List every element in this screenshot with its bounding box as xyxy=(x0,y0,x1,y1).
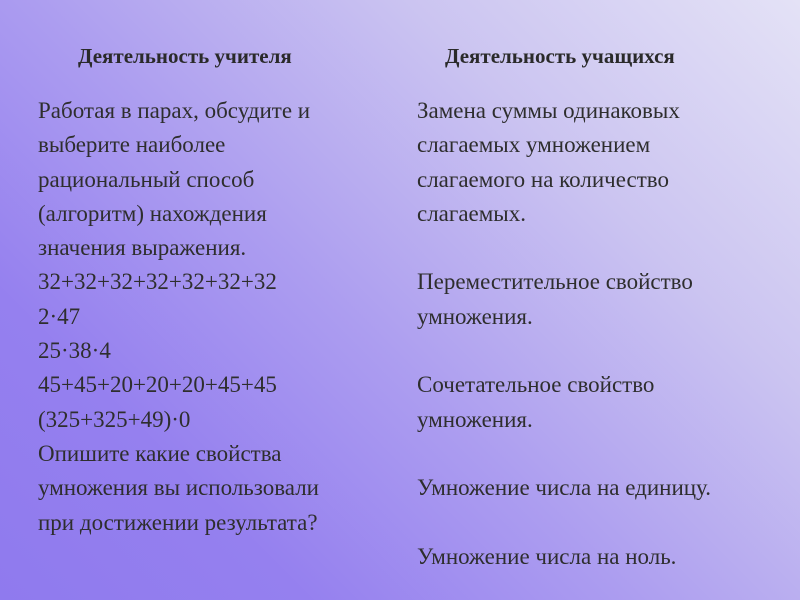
teacher-text-line: Опишите какие свойства xyxy=(38,440,282,466)
expression-2: 2·47 xyxy=(38,303,81,329)
student-text-line: умножения. xyxy=(417,406,533,432)
student-text-line: Замена суммы одинаковых xyxy=(417,98,680,123)
expression-3: 25·38·4 xyxy=(38,338,111,364)
teacher-text-line: рациональный способ xyxy=(38,166,255,192)
teacher-text-line: выберите наиболее xyxy=(38,132,226,158)
student-activity-heading: Деятельность учащихся xyxy=(445,44,675,68)
spacer xyxy=(417,506,711,540)
teacher-text-line: значения выражения. xyxy=(38,235,247,261)
student-text-line: Умножение числа на ноль. xyxy=(417,543,677,569)
student-text-line: слагаемых. xyxy=(417,200,527,226)
student-text-line: слагаемых умножением xyxy=(417,132,651,158)
spacer xyxy=(417,334,711,368)
teacher-activity-heading: Деятельность учителя xyxy=(78,44,292,68)
student-text-line: Сочетательное свойство xyxy=(417,372,655,398)
student-text-line: слагаемого на количество xyxy=(417,166,669,192)
expression-5: (325+325+49)·0 xyxy=(38,406,191,432)
spacer xyxy=(417,437,711,471)
teacher-text-line: умножения вы использовали xyxy=(38,475,319,501)
expression-1: 32+32+32+32+32+32+32 xyxy=(38,269,277,295)
student-activity-text xyxy=(417,94,711,574)
spacer xyxy=(417,231,711,265)
expression-4: 45+45+20+20+20+45+45 xyxy=(38,372,277,398)
teacher-activity-text xyxy=(38,94,319,540)
teacher-text-line: (алгоритм) нахождения xyxy=(38,200,267,226)
student-text-line: Умножение числа на единицу. xyxy=(417,475,712,501)
student-text-line: умножения. xyxy=(417,303,533,329)
teacher-text-line: при достижении результата? xyxy=(38,509,318,535)
teacher-text-line: Работая в парах, обсудите и xyxy=(38,98,311,123)
student-text-line: Переместительное свойство xyxy=(417,269,693,295)
